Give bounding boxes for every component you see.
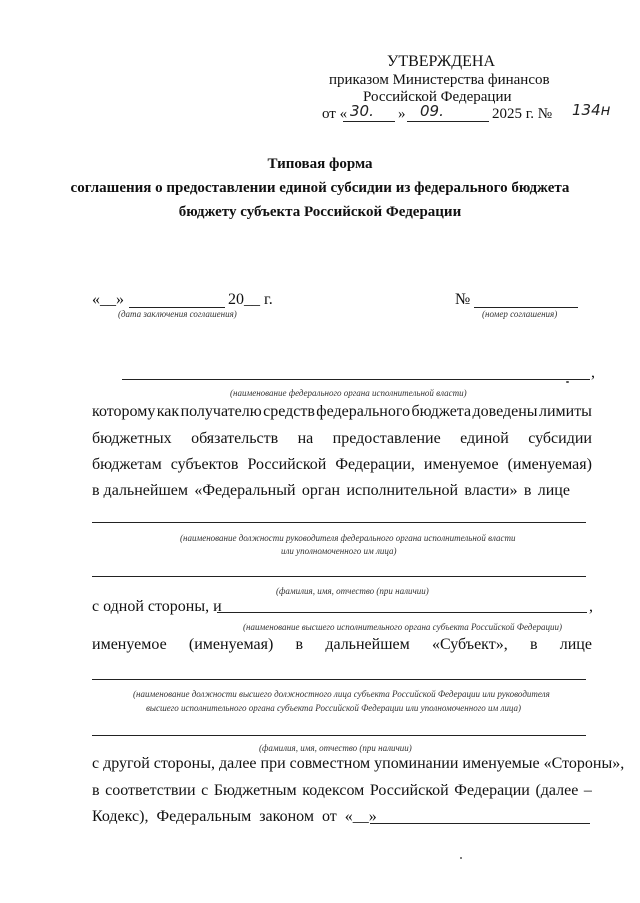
word: с (201, 782, 209, 799)
scan-speck (460, 857, 462, 859)
agreement-date-underline[interactable] (129, 307, 225, 308)
word: получателю (180, 403, 262, 420)
agreement-number-caption: (номер соглашения) (482, 309, 558, 319)
agreement-date-caption: (дата заключения соглашения) (118, 309, 237, 319)
official-position-caption-2: высшего исполнительного органа субъекта Российской Федерации или уполномоченного им лица) (146, 703, 521, 713)
one-side-text: с одной стороны, и (92, 598, 222, 615)
word: «Субъект», (431, 636, 508, 653)
word: как (156, 403, 180, 420)
word: Федерации (454, 782, 530, 799)
word: именуемое (92, 636, 167, 653)
word: «Федеральный (194, 482, 296, 499)
form-title-line-3: бюджету субъекта Российской Федерации (178, 204, 462, 220)
word: исполнительной (346, 482, 459, 499)
official-position-caption-1: (наименование должности высшего должностного лица субъекта Российской Федерации или руководителя (133, 689, 550, 699)
word: в (529, 636, 538, 653)
word: бюджетам (92, 456, 162, 473)
word: доведены (472, 403, 538, 420)
word: субсидии (528, 430, 592, 447)
word: федерального (316, 403, 411, 420)
agreement-number-sign: № (455, 291, 471, 308)
regional-body-comma: , (589, 598, 593, 615)
other-side-text: с другой стороны, далее при совместном упоминании именуемые «Стороны», (92, 755, 625, 772)
approval-day: 30. (350, 102, 374, 120)
word: на (297, 430, 314, 447)
approval-month: 09. (420, 102, 444, 120)
word: кодексом (302, 782, 365, 799)
approval-date-prefix: от « (322, 106, 348, 122)
word: лице (537, 482, 570, 499)
agreement-date-year: 20__ г. (228, 291, 273, 308)
word: соответствии (105, 782, 196, 799)
approval-month-underline (407, 121, 489, 122)
word: власти» (464, 482, 518, 499)
word: обязательств (191, 430, 279, 447)
word: орган (301, 482, 341, 499)
federal-law-text: Кодекс), Федеральным законом от «__» (92, 808, 377, 825)
approval-line-1: приказом Министерства финансов (329, 72, 550, 88)
federal-body-caption: (наименование федерального органа исполнительной власти) (230, 388, 467, 398)
word: Бюджетным (213, 782, 297, 799)
official-fio-caption: (фамилия, имя, отчество (при наличии) (259, 743, 412, 753)
word: предоставление (332, 430, 441, 447)
approval-day-underline (343, 121, 395, 122)
word: (далее (535, 782, 579, 799)
word: в (92, 782, 100, 799)
head-position-caption-1: (наименование должности руководителя федерального органа исполнительной власти (180, 533, 516, 543)
approval-number: 134н (572, 101, 611, 119)
approval-year: 2025 г. № (492, 106, 553, 122)
word: лице (559, 636, 592, 653)
word: дальнейшем (325, 636, 410, 653)
approval-heading: УТВЕРЖДЕНА (387, 53, 496, 70)
word: в дальнейшем (92, 482, 188, 499)
paragraph-1-line-3 (92, 456, 592, 474)
named-subject-line (92, 636, 592, 654)
head-fio-underline[interactable] (92, 576, 586, 577)
word: средств (263, 403, 315, 420)
word: (именуемая) (507, 456, 592, 473)
official-position-underline[interactable] (92, 679, 586, 680)
word: Российской (247, 456, 327, 473)
word: – (583, 782, 592, 799)
regional-body-caption: (наименование высшего исполнительного органа субъекта Российской Федерации) (243, 622, 562, 632)
word: которому (92, 403, 156, 420)
form-title-line-1: Типовая форма (267, 156, 373, 172)
head-position-underline[interactable] (92, 522, 586, 523)
word: лимиты (538, 403, 592, 420)
word: в (295, 636, 304, 653)
federal-body-comma: , (591, 364, 595, 381)
agreement-date-open: «__» (92, 291, 124, 308)
word: бюджета (411, 403, 472, 420)
federal-body-underline[interactable] (122, 379, 590, 380)
accordance-line (92, 782, 592, 800)
paragraph-1-line-4 (92, 482, 570, 500)
word: в (523, 482, 532, 499)
form-title-line-2: соглашения о предоставлении единой субсидии из федерального бюджета (70, 180, 570, 196)
word: Российской (369, 782, 449, 799)
scan-speck (566, 381, 569, 383)
paragraph-1-line-1 (92, 403, 592, 421)
paragraph-1-line-2 (92, 430, 592, 448)
regional-body-underline[interactable] (217, 612, 587, 613)
word: субъектов (170, 456, 239, 473)
agreement-number-underline[interactable] (474, 307, 578, 308)
approval-date-mid: » (398, 106, 406, 122)
word: (именуемая) (188, 636, 274, 653)
approval-line-2: Российской Федерации (363, 89, 512, 105)
head-position-caption-2: или уполномоченного им лица) (281, 546, 397, 556)
word: именуемое (423, 456, 499, 473)
word: единой (460, 430, 509, 447)
word: бюджетных (92, 430, 172, 447)
federal-law-underline[interactable] (370, 823, 590, 824)
official-fio-underline[interactable] (92, 735, 586, 736)
word: Федерации, (335, 456, 415, 473)
head-fio-caption: (фамилия, имя, отчество (при наличии) (276, 586, 429, 596)
